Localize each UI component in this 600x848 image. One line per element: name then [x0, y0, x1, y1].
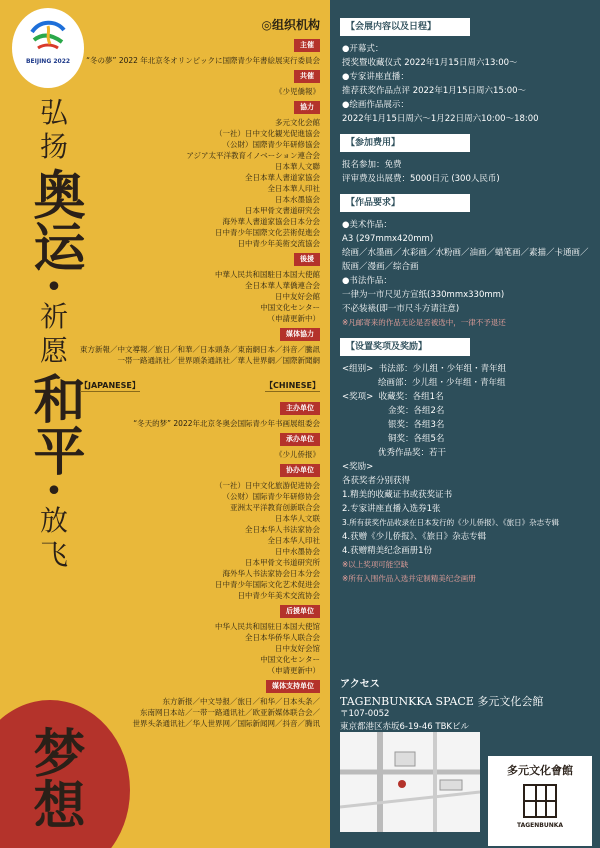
- org-entry: （公财）国际青少年研修协会: [222, 492, 320, 501]
- org-entry: 日中友好会馆: [275, 644, 320, 653]
- org-tag: 协办单位: [280, 464, 320, 477]
- schedule-line: 授奖暨收藏仪式 2022年1月15日周六13:00～: [342, 58, 518, 68]
- org-entry: 中华人民共和国驻日本国大使馆: [215, 622, 320, 631]
- slogan-big-text: 奥运: [24, 168, 85, 272]
- painting-groups: 绘画部：少儿组・少年组・青年组: [378, 378, 506, 388]
- lang-label-cn: 【CHINESE】: [265, 381, 320, 390]
- venue-name: TAGENBUNKKA SPACE 多元文化会館: [340, 695, 544, 708]
- fee-line: 报名参加：免费: [342, 160, 402, 170]
- org-entry: 日中友好会館: [275, 292, 320, 301]
- lang-label-jp: 【JAPANESE】: [80, 381, 140, 390]
- slogan-big-text: 和平: [24, 372, 85, 476]
- schedule-line: 推荐获奖作品点评 2022年1月15日周六15:00～: [342, 86, 527, 96]
- schedule-line: ●开幕式：: [342, 44, 384, 54]
- org-entry: 日本華人文聯: [275, 162, 320, 171]
- prize-item: 4.获赠精美纪念画册1份: [342, 546, 433, 556]
- org-entry: （申请更新中）: [267, 666, 320, 675]
- org-entry: 日中水墨协会: [275, 547, 320, 556]
- prize-item: 4.获赠《少儿侨报》、《旅日》杂志专辑: [342, 532, 487, 542]
- brand-english: TAGENBUNKA: [516, 822, 564, 829]
- awards-label: <奖项>: [342, 392, 374, 402]
- req-line: 不必装裱(即一市尺斗方请注意): [342, 304, 460, 314]
- org-entry: 多元文化会館: [275, 118, 320, 127]
- org-entry: 日本甲骨文书道研究所: [245, 558, 320, 567]
- groups-label: <组别>: [342, 364, 374, 374]
- olympic-emblem-icon: [26, 14, 70, 58]
- beijing-2022-logo: [12, 8, 84, 88]
- prize-item: 1.精美的收藏证书或获奖证书: [342, 490, 453, 500]
- org-entry: 日中青少年国際文化芸術促進会: [215, 228, 320, 237]
- org-entry: （一社）日中文化旅游促进协会: [215, 481, 320, 490]
- brand-logo: [488, 756, 592, 846]
- req-line: ●书法作品：: [342, 276, 392, 286]
- org-entry: “冬の夢” 2022 年北京冬オリンピックに国際青少年書絵展実行委員会: [86, 56, 320, 65]
- req-line: A3 (297mmx420mm): [342, 234, 434, 244]
- slogan-dot: •: [45, 474, 63, 509]
- access-section: [340, 678, 590, 734]
- requirements-heading: 【作品要求】: [340, 194, 470, 212]
- zip-code: 〒107-0052: [340, 709, 390, 719]
- req-line: 版画／漫画／综合画: [342, 262, 419, 272]
- award-item: 金奖：各组2名: [388, 406, 445, 416]
- award-item: 收藏奖：各组1名: [378, 392, 444, 402]
- prize-item: 3.所有获奖作品收录在日本发行的《少儿侨报》、《旅日》杂志专辑: [342, 518, 560, 527]
- award-item: 铜奖：各组5名: [388, 434, 445, 444]
- org-entry: 日本华人文联: [275, 514, 320, 523]
- slogan-char: 愿: [39, 334, 68, 367]
- access-title: アクセス: [340, 679, 380, 690]
- prize-label: <奖励>: [342, 462, 374, 472]
- award-list-row: [342, 390, 590, 404]
- org-entry: 日中青少年美术交流协会: [237, 591, 320, 600]
- organization-column: [80, 20, 320, 729]
- prize-item: 2.专家讲座直播入选券1张: [342, 504, 441, 514]
- slogan-char: 飞: [39, 538, 68, 571]
- org-entry: 《少儿侨报》: [275, 450, 320, 459]
- award-item: 银奖：各组3名: [388, 420, 445, 430]
- logo-caption: BEIJING 2022: [25, 58, 71, 65]
- org-entry: 日中青少年美術交流協会: [237, 239, 320, 248]
- event-info-column: [340, 18, 590, 586]
- org-entry: 日中青少年国际文化艺术促进会: [215, 580, 320, 589]
- fee-line: 评审费及出展费：5000日元 (300人民币): [342, 174, 500, 184]
- fee-heading: 【参加费用】: [340, 134, 470, 152]
- org-entry: 全日本華人印社: [267, 184, 320, 193]
- slogan-char: 扬: [39, 130, 68, 163]
- brand-mark-icon: [523, 784, 557, 818]
- map-icon: [340, 732, 480, 832]
- language-divider: [80, 380, 320, 392]
- org-entry: アジア太平洋教育イノベーション連合会: [186, 151, 320, 160]
- award-group-row: [342, 362, 590, 376]
- award-item: 优秀作品奖：若干: [378, 448, 447, 458]
- org-entry: 《少児僑報》: [275, 87, 320, 96]
- org-entry: 海外華人書道家協会日本分会: [222, 217, 320, 226]
- org-entry: 中華人民共和国駐日本国大使館: [215, 270, 320, 279]
- org-title: ◎组织机构: [261, 18, 320, 32]
- org-entry: 日本甲骨文書道研究会: [245, 206, 320, 215]
- org-tag: 主办单位: [280, 402, 320, 415]
- org-tag: 后援单位: [280, 605, 320, 618]
- org-entry: 海外华人书法家协会日本分会: [222, 569, 320, 578]
- org-entry: 全日本华人印社: [267, 536, 320, 545]
- schedule-line: ●绘画作品展示：: [342, 100, 409, 110]
- org-entry: 日本水墨協会: [275, 195, 320, 204]
- slogan-dot: •: [45, 270, 63, 305]
- org-entry: （一社）日中文化観光促進協会: [215, 129, 320, 138]
- org-entry: 亚洲太平洋教育创新联合会: [230, 503, 320, 512]
- req-line: 绘画／水墨画／水彩画／水粉画／油画／蜡笔画／素描／卡通画／: [342, 248, 589, 258]
- org-tag: 承办单位: [280, 433, 320, 446]
- org-entry: 世界头条通讯社／华人世界网／国际新闻网／抖音／腾讯: [132, 719, 320, 728]
- prize-intro: 各获奖者分别获得: [342, 476, 411, 486]
- address-text: 東京都港区赤坂6-19-46 TBKビル: [340, 722, 469, 732]
- org-entry: （申請更新中）: [267, 314, 320, 323]
- req-line: 一律为一市尺见方宣纸(330mmx330mm): [342, 290, 505, 300]
- org-tag: 主催: [294, 39, 320, 52]
- org-entry: 全日本華人華僑連合会: [245, 281, 320, 290]
- req-line: ●美术作品：: [342, 220, 392, 230]
- org-entry: “冬天的梦” 2022年北京冬奥会国际青少年书画展组委会: [133, 419, 320, 428]
- awards-heading: 【设置奖项及奖励】: [340, 338, 470, 356]
- schedule-line: 2022年1月15日周六～1月22日周六10:00～18:00: [342, 114, 539, 124]
- slogan-big-text: 梦想: [24, 726, 85, 830]
- calligraphy-groups: 书法部：少儿组・少年组・青年组: [378, 364, 507, 374]
- brand-name: 多元文化會館: [507, 764, 573, 777]
- org-tag: 協力: [294, 101, 320, 114]
- award-note: ※以上奖项可能空缺: [342, 560, 409, 569]
- award-note: ※所有入围作品入选并定制精美纪念画册: [342, 574, 476, 583]
- access-map: [340, 732, 480, 832]
- org-entry: 东方新报／中文导报／旅日／和华／日本头条／: [162, 697, 320, 706]
- org-tag: 共催: [294, 70, 320, 83]
- req-note: ※凡邮寄来的作品无论是否被选中，一律不予退还: [342, 318, 506, 327]
- org-entry: 全日本华人书法家协会: [245, 525, 320, 534]
- org-entry: （公財）国際青少年研修協会: [222, 140, 320, 149]
- schedule-heading: 【会展内容以及日程】: [340, 18, 470, 36]
- org-tag: 後援: [294, 253, 320, 266]
- schedule-line: ●专家讲座直播：: [342, 72, 409, 82]
- org-entry: 中国文化センター: [260, 655, 320, 664]
- org-entry: 中国文化センター: [260, 303, 320, 312]
- org-tag: 媒体支持单位: [266, 680, 320, 693]
- org-tag: 媒体協力: [280, 328, 320, 341]
- slogan-char: 弘: [39, 96, 68, 129]
- slogan-column-bottom: [14, 722, 94, 834]
- org-entry: 東方新報／中文導報／旅日／和華／日本頭条／東南網日本／抖音／騰訊: [80, 345, 320, 354]
- slogan-char: 放: [39, 504, 68, 537]
- org-entry: 东南网日本站／一带一路通讯社／欧亚新媒体联合会／: [140, 708, 320, 717]
- org-entry: 全日本華人書道家協会: [245, 173, 320, 182]
- org-entry: 全日本华侨华人联合会: [245, 633, 320, 642]
- slogan-char: 祈: [39, 300, 68, 333]
- org-entry: 一帯一路通訊社／世界頭条通訊社／華人世界網／国際新聞網: [117, 356, 320, 365]
